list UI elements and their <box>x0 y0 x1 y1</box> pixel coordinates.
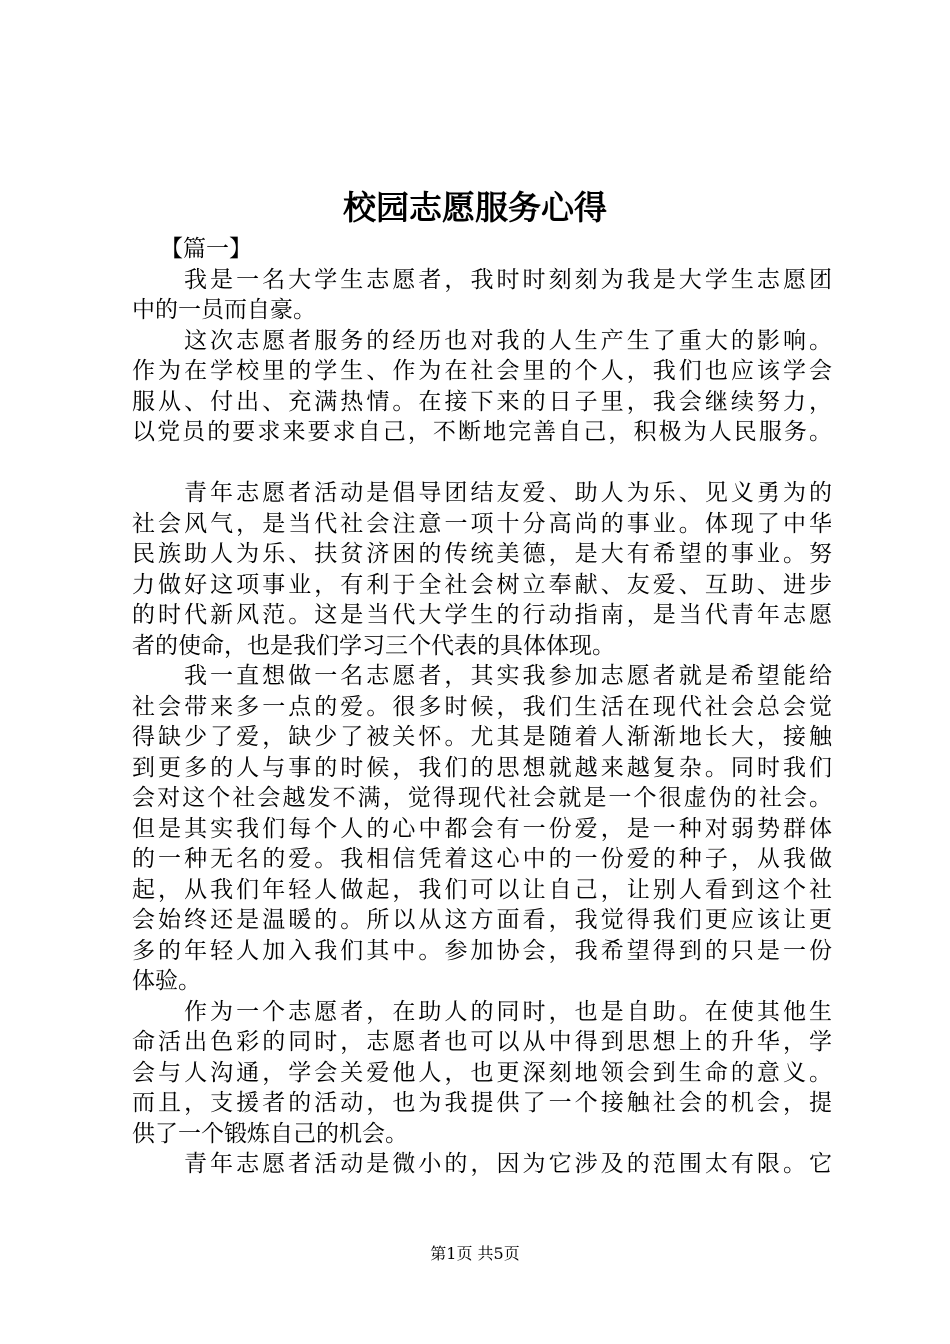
text-line: 会与人沟通，学会关爱他人，也更深刻地领会到生命的意义。 <box>132 1059 832 1086</box>
text-line: 供了一个锻炼自己的机会。 <box>132 1120 408 1147</box>
text-line: 的一种无名的爱。我相信凭着这心中的一份爱的种子，从我做 <box>132 846 832 872</box>
text-line: 服从、付出、充满热情。在接下来的日子里，我会继续努力， <box>132 388 832 415</box>
text-line: 但是其实我们每个人的心中都会有一份爱，是一种对弱势群体 <box>132 815 832 842</box>
page-footer: 第1页 共5页 <box>430 1244 520 1263</box>
text-line: 到更多的人与事的时候，我们的思想就越来越复杂。同时我们 <box>132 754 832 781</box>
text-line: 作为在学校里的学生、作为在社会里的个人，我们也应该学会 <box>132 358 832 384</box>
text-line: 会对这个社会越发不满，觉得现代社会就是一个很虚伪的社会。 <box>132 785 832 811</box>
text-line: 这次志愿者服务的经历也对我的人生产生了重大的影响。 <box>184 327 832 354</box>
text-line: 民族助人为乐、扶贫济困的传统美德，是大有希望的事业。努 <box>132 541 832 567</box>
text-line: 我一直想做一名志愿者，其实我参加志愿者就是希望能给 <box>184 663 832 689</box>
text-line: 作为一个志愿者，在助人的同时，也是自助。在使其他生 <box>184 998 832 1025</box>
text-line: 的时代新风范。这是当代大学生的行动指南，是当代青年志愿 <box>132 602 832 628</box>
text-line: 体验。 <box>132 968 201 994</box>
text-line: 青年志愿者活动是微小的，因为它涉及的范围太有限。它 <box>184 1151 832 1177</box>
text-line: 而且，支援者的活动，也为我提供了一个接触社会的机会，提 <box>132 1090 832 1116</box>
section-label: 【篇一】 <box>160 236 252 262</box>
text-line: 得缺少了爱，缺少了被关怀。尤其是随着人渐渐地长大，接触 <box>132 724 832 750</box>
text-line: 青年志愿者活动是倡导团结友爱、助人为乐、见义勇为的 <box>184 480 832 506</box>
blank-line <box>132 448 832 479</box>
text-line: 多的年轻人加入我们其中。参加协会，我希望得到的只是一份 <box>132 937 832 964</box>
text-line: 起，从我们年轻人做起，我们可以让自己，让别人看到这个社 <box>132 876 832 903</box>
text-line: 者的使命，也是我们学习三个代表的具体体现。 <box>132 632 615 659</box>
text-line: 我是一名大学生志愿者，我时时刻刻为我是大学生志愿团 <box>184 266 832 293</box>
text-line: 社会风气，是当代社会注意一项十分高尚的事业。体现了中华 <box>132 510 832 537</box>
text-line: 命活出色彩的同时，志愿者也可以从中得到思想上的升华，学 <box>132 1029 832 1055</box>
page-title: 校园志愿服务心得 <box>343 188 607 227</box>
text-line: 中的一员而自豪。 <box>132 297 316 323</box>
text-line: 以党员的要求来要求自己，不断地完善自己，积极为人民服务。 <box>132 419 832 445</box>
text-line: 社会带来多一点的爱。很多时候，我们生活在现代社会总会觉 <box>132 693 832 720</box>
text-line: 力做好这项事业，有利于全社会树立奉献、友爱、互助、进步 <box>132 571 832 598</box>
document-body <box>132 234 832 1180</box>
text-line: 会始终还是温暖的。所以从这方面看，我觉得我们更应该让更 <box>132 907 832 933</box>
